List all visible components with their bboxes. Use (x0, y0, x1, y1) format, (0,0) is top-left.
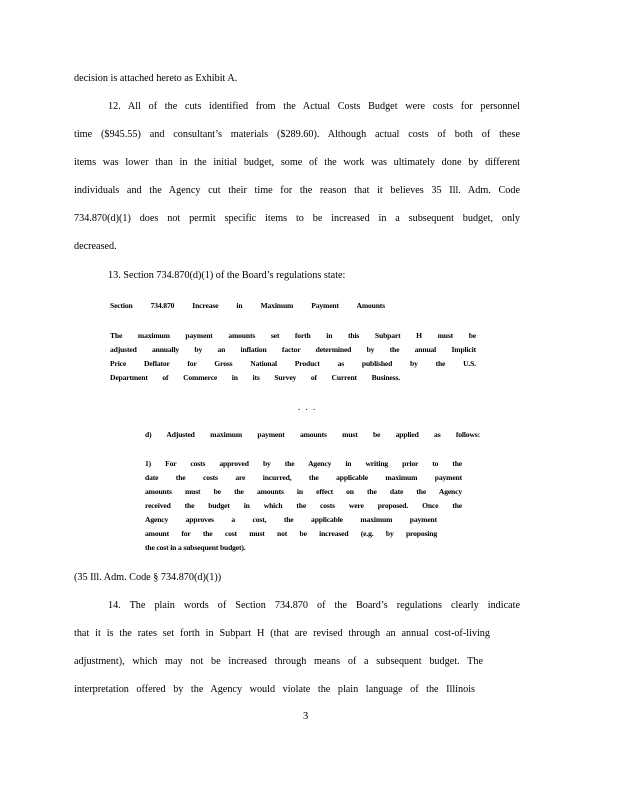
quote-line: amounts must be the amounts in effect on the date the Agency (145, 487, 462, 496)
quote-line: Price Deflator for Gross National Product as published by the U.S. (110, 359, 476, 368)
body-line: 734.870(d)(1) does not permit specific items to be increased in a subsequent budget, only (74, 213, 520, 224)
body-line: decreased. (74, 241, 117, 252)
quote-line: received the budget in which the costs were proposed. Once the (145, 501, 462, 510)
body-line: items was lower than in the initial budget, some of the work was ultimately done by different (74, 157, 520, 168)
paragraph-14-start: 14. The plain words of Section 734.870 of the Board’s regulations clearly indicate (108, 600, 520, 611)
page-number: 3 (303, 711, 309, 722)
quote-line: The maximum payment amounts set forth in this Subpart H must be (110, 331, 476, 340)
paragraph-12-start: 12. All of the cuts identified from the Actual Costs Budget were costs for personnel (108, 101, 520, 112)
quote-line: Department of Commerce in its Survey of Current Business. (110, 373, 400, 382)
paragraph-13-start: 13. Section 734.870(d)(1) of the Board’s regulations state: (108, 270, 346, 281)
quote-line: Agency approves a cost, the applicable maximum payment (145, 515, 437, 524)
body-line: interpretation offered by the Agency would violate the plain language of the Illinois (74, 684, 475, 695)
body-line: adjustment), which may not be increased through means of a subsequent budget. The (74, 656, 483, 667)
quote-section-heading: Section 734.870 Increase in Maximum Payment Amounts (110, 301, 385, 310)
quote-line: adjusted annually by an inflation factor determined by the annual Implicit (110, 345, 476, 354)
citation: (35 Ill. Adm. Code § 734.870(d)(1)) (74, 572, 222, 583)
body-line: that it is the rates set forth in Subpart H (that are revised through an annual cost-of-living (74, 628, 490, 639)
quote-line: date the costs are incurred, the applicable maximum payment (145, 473, 462, 482)
quote-line: 1) For costs approved by the Agency in writing prior to the (145, 459, 462, 468)
quote-subsection-heading: d) Adjusted maximum payment amounts must be applied as follows: (145, 430, 480, 439)
body-line: individuals and the Agency cut their time for the reason that it believes 35 Ill. Adm. Code (74, 185, 520, 196)
quote-ellipsis: . . . (298, 402, 317, 412)
quote-line: amount for the cost must not be increased (e.g. by proposing (145, 529, 437, 538)
body-line: time ($945.55) and consultant’s materials ($289.60). Although actual costs of both of these (74, 129, 520, 140)
quote-line: the cost in a subsequent budget). (145, 543, 246, 552)
body-line: decision is attached hereto as Exhibit A. (74, 73, 238, 84)
